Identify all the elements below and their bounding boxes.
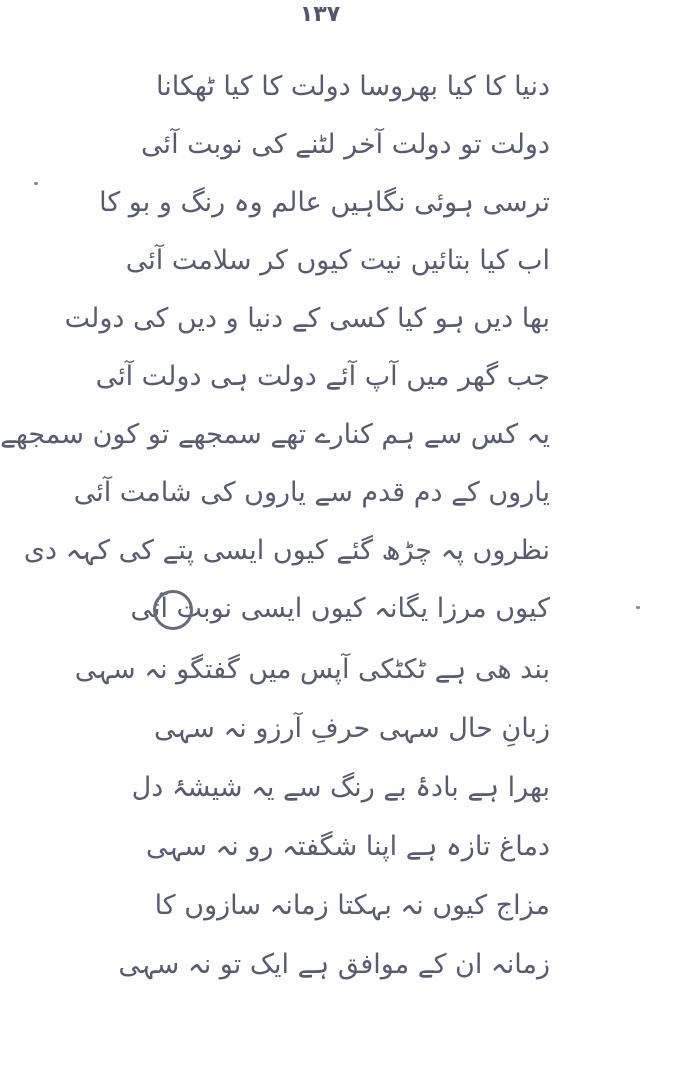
verse-line: زمانہ ان کے موافق ہے ایک تو نہ سہی	[118, 949, 550, 980]
verse-line: یاروں کے دم قدم سے یاروں کی شامت آئی	[73, 477, 550, 508]
section-divider-circle	[153, 590, 193, 630]
verse-line: دولت تو دولت آخر لٹنے کی نوبت آئی	[141, 129, 550, 160]
ghazal-stanza-1	[0, 58, 550, 638]
verse-line: بند ھی ہے ٹکٹکی آپس میں گفتگو نہ سہی	[74, 654, 550, 685]
verse-line: بھرا ہے بادۂ بے رنگ سے یہ شیشۂ دل	[131, 772, 550, 803]
verse-line: نظروں پہ چڑھ گئے کیوں ایسی پتے کی کہہ دی	[23, 535, 550, 566]
verse-line: جب گھر میں آپ آئے دولت ہی دولت آئی	[95, 361, 550, 392]
verse-line: یہ کس سے ہم کنارے تھے سمجھے تو کون سمجھے	[0, 419, 550, 450]
verse-line: بھا دیں ہو کیا کسی کے دنیا و دیں کی دولت	[64, 303, 550, 334]
verse-line: دنیا کا کیا بھروسا دولت کا کیا ٹھکانا	[156, 71, 550, 102]
verse-line: کیوں مرزا یگانہ کیوں ایسی نوبت آئی	[130, 593, 550, 624]
verse-line: دماغ تازہ ہے اپنا شگفتہ رو نہ سہی	[145, 831, 550, 862]
verse-line: ترسی ہوئی نگاہیں عالم وہ رنگ و بو کا	[99, 187, 550, 218]
paper-speck	[636, 606, 640, 609]
page-number: ۱۳۷	[299, 2, 341, 27]
paper-speck	[34, 182, 38, 185]
verse-line: مزاج کیوں نہ بہکتا زمانہ سازوں کا	[154, 890, 550, 921]
verse-line: زبانِ حال سہی حرفِ آرزو نہ سہی	[153, 713, 550, 744]
verse-line: اب کیا بتائیں نیت کیوں کر سلامت آئی	[125, 245, 550, 276]
ghazal-stanza-2	[74, 640, 550, 994]
